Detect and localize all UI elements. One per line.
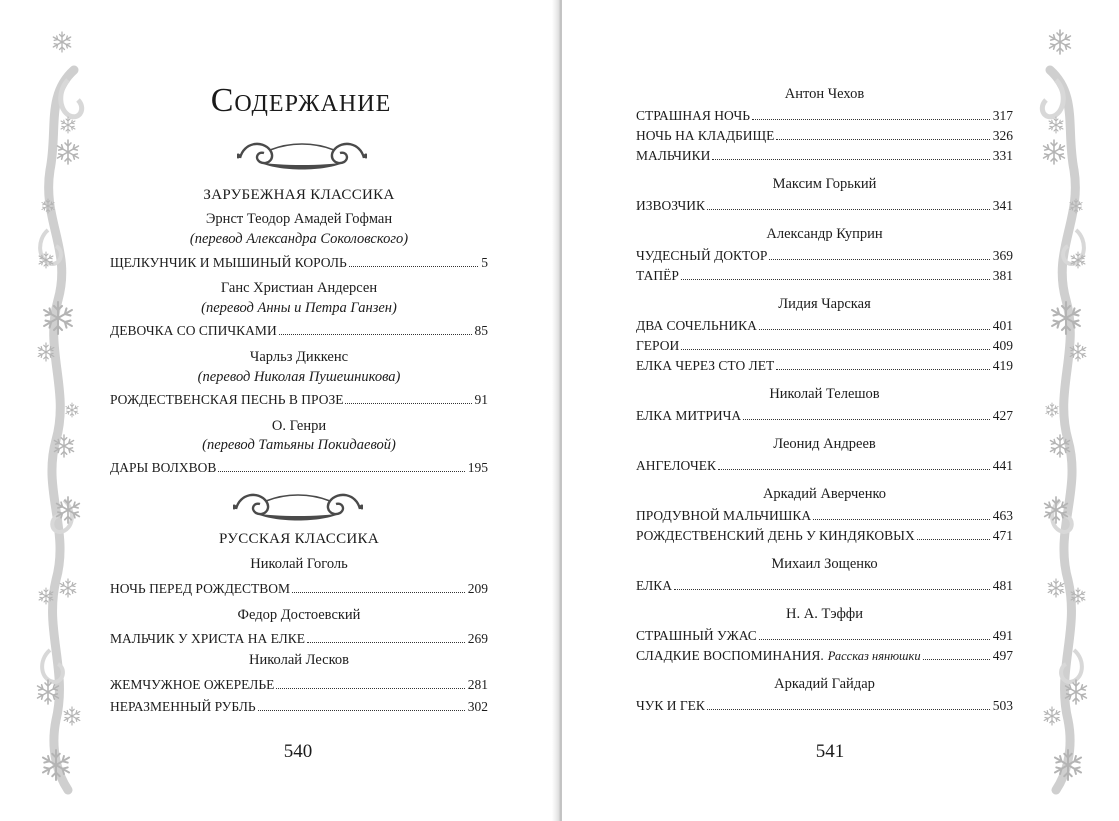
toc-entry[interactable] [636,647,1013,665]
dot-leader [276,687,464,689]
author-o-henry: О. Генри [271,418,327,434]
dot-leader [707,208,990,210]
entry-title: ЕЛКА ЧЕРЕЗ СТО ЛЕТ [636,358,775,373]
toc-entry[interactable] [636,577,1013,594]
dot-leader [681,278,990,280]
section-heading-foreign: ЗАРУБЕЖНАЯ КЛАССИКА [203,187,395,203]
entry-title: СТРАШНАЯ НОЧЬ [636,108,750,123]
swirl-divider-top [237,134,367,170]
toc-entry[interactable] [636,317,1013,334]
page-number-right: 541 [815,741,845,762]
author-andersen: Ганс Христиан Андерсен [220,280,378,296]
dot-leader [743,418,990,420]
entry-title: НОЧЬ НА КЛАДБИЩЕ [636,128,775,143]
toc-entry[interactable] [636,337,1013,354]
toc-entry[interactable] [110,630,488,647]
entry-title: ЕЛКА МИТРИЧА [636,408,742,423]
entry-page: 341 [992,198,1013,213]
entry-title: НОЧЬ ПЕРЕД РОЖДЕСТВОМ [110,581,291,596]
entry-title: ИЗВОЗЧИК [636,198,706,213]
dot-leader [674,588,990,590]
toc-entry[interactable] [110,698,488,715]
entry-page: 381 [992,268,1013,283]
toc-entry[interactable] [636,247,1013,264]
author-dickens: Чарльз Диккенс [249,349,349,365]
author-andreev: Леонид Андреев [773,436,876,452]
entry-page: 269 [467,631,488,646]
author-gogol: Николай Гоголь [250,556,348,572]
dot-leader [712,158,989,160]
author-hoffmann: Эрнст Теодор Амадей Гофман [205,211,393,227]
dot-leader [776,138,989,140]
entry-page: 503 [992,698,1013,713]
toc-entry[interactable] [636,147,1013,164]
entry-title: ЕЛКА [636,578,672,593]
toc-entry[interactable] [636,697,1013,714]
entry-title: ЖЕМЧУЖНОЕ ОЖЕРЕЛЬЕ [110,677,275,692]
entry-page: 409 [992,338,1013,353]
dot-leader [349,265,478,267]
translator-dickens: (перевод Николая Пушешникова) [197,369,401,385]
translator-andersen: (перевод Анны и Петра Ганзен) [201,300,397,316]
author-dostoevsky: Федор Достоевский [237,607,361,623]
entry-page: 281 [467,677,488,692]
entry-title: АНГЕЛОЧЕК [636,458,716,473]
toc-entry[interactable] [636,267,1013,284]
entry-title: ДАРЫ ВОЛХВОВ [110,460,217,475]
entry-title: ДЕВОЧКА СО СПИЧКАМИ [110,323,277,338]
right-snowflake-border [1026,0,1096,821]
entry-page: 481 [992,578,1013,593]
dot-leader [218,470,464,472]
entry-page: 419 [992,358,1013,373]
entry-page: 491 [992,628,1013,643]
dot-leader [258,709,465,711]
entry-page: 85 [474,323,488,338]
author-zoshchenko: Михаил Зощенко [771,556,878,572]
dot-leader [813,518,990,520]
entry-title: СТРАШНЫЙ УЖАС [636,628,757,643]
toc-entry[interactable] [636,527,1013,544]
entry-page: 427 [992,408,1013,423]
entry-page: 5 [481,255,488,270]
entry-title: МАЛЬЧИК У ХРИСТА НА ЕЛКЕ [110,631,306,646]
page-number-left: 540 [283,741,313,762]
entry-page: 195 [467,460,488,475]
dot-leader [345,402,471,404]
toc-entry[interactable] [110,322,488,339]
author-kuprin: Александр Куприн [766,226,883,242]
author-charskaya: Лидия Чарская [778,296,871,312]
toc-entry[interactable] [110,676,488,693]
author-leskov: Николай Лесков [248,652,350,668]
dot-leader [923,658,990,660]
author-teleshov: Николай Телешов [769,386,880,402]
entry-title: ЩЕЛКУНЧИК И МЫШИНЫЙ КОРОЛЬ [110,255,347,270]
dot-leader [769,258,989,260]
entry-page: 302 [467,699,488,714]
entry-page: 441 [992,458,1013,473]
entry-title: ЧУК И ГЕК [636,698,705,713]
dot-leader [752,118,990,120]
dot-leader [707,708,990,710]
entry-title: СЛАДКИЕ ВОСПОМИНАНИЯ. [636,648,824,663]
author-teffi: Н. А. Тэффи [786,606,863,622]
entry-page: 369 [992,248,1013,263]
author-gaidar: Аркадий Гайдар [774,676,875,692]
entry-subtitle: Рассказ нянюшки [827,649,921,663]
dot-leader [776,368,989,370]
entry-page: 331 [992,148,1013,163]
entry-title: ТАПЁР [636,268,679,283]
toc-entry[interactable] [636,197,1013,214]
entry-title: НЕРАЗМЕННЫЙ РУБЛЬ [110,699,256,714]
dot-leader [279,333,472,335]
entry-page: 471 [992,528,1013,543]
entry-title: ЧУДЕСНЫЙ ДОКТОР [636,248,768,263]
entry-title: РОЖДЕСТВЕНСКИЙ ДЕНЬ У КИНДЯКОВЫХ [636,528,915,543]
entry-page: 497 [992,648,1013,663]
toc-entry[interactable] [636,507,1013,524]
dot-leader [917,538,990,540]
entry-title: ДВА СОЧЕЛЬНИКА [636,318,757,333]
entry-title: ГЕРОИ [636,338,680,353]
translator-hoffmann: (перевод Александра Соколовского) [189,231,409,247]
entry-title: РОЖДЕСТВЕНСКАЯ ПЕСНЬ В ПРОЗЕ [110,392,344,407]
translator-o-henry: (перевод Татьяны Покидаевой) [202,437,396,453]
dot-leader [292,591,465,593]
toc-entry[interactable] [636,127,1013,144]
entry-page: 317 [992,108,1013,123]
author-gorky: Максим Горький [772,176,877,192]
page-title: Содержание [210,82,392,119]
entry-page: 326 [992,128,1013,143]
author-averchenko: Аркадий Аверченко [762,486,887,502]
toc-entry[interactable] [636,457,1013,474]
entry-page: 401 [992,318,1013,333]
dot-leader [759,638,990,640]
left-page [0,0,558,821]
dot-leader [307,641,465,643]
toc-entry[interactable] [110,391,488,408]
toc-entry[interactable] [636,407,1013,424]
left-snowflake-border [28,0,98,821]
toc-entry[interactable] [110,254,488,271]
author-chekhov: Антон Чехов [784,86,865,102]
entry-page: 91 [474,392,488,407]
toc-entry[interactable] [636,357,1013,374]
entry-title: ПРОДУВНОЙ МАЛЬЧИШКА [636,508,812,523]
toc-entry[interactable] [636,627,1013,644]
toc-entry[interactable] [110,580,488,597]
section-heading-russian: РУССКАЯ КЛАССИКА [219,531,379,547]
dot-leader [759,328,990,330]
toc-entry[interactable] [636,107,1013,124]
dot-leader [681,348,990,350]
dot-leader [718,468,990,470]
entry-title: МАЛЬЧИКИ [636,148,711,163]
entry-page: 463 [992,508,1013,523]
toc-entry[interactable] [110,459,488,476]
entry-page: 209 [467,581,488,596]
swirl-divider-middle [233,485,363,521]
